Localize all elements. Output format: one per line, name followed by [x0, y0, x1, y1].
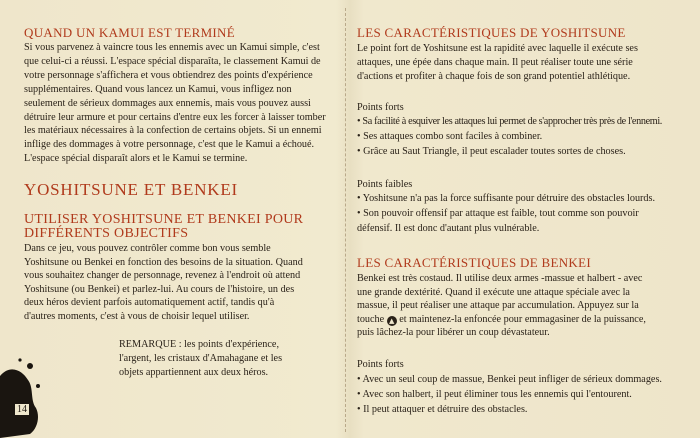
ink-splatter-decoration: [0, 356, 42, 438]
text-line: L'espace spécial disparaît alors et le Kamui se termine.: [24, 153, 248, 165]
text-line: massue, il peut réaliser une attaque par accumulation. Appuyez sur la: [357, 300, 639, 311]
text-line: une grande dextérité. Quand il exécute une attaque spéciale avec la: [357, 286, 630, 298]
text-line: attaques, une épée dans chaque main. Il peut réaliser toute une série: [357, 56, 633, 68]
text-line: Benkei est très costaud. Il utilise deux armes -massue et halbert - avec: [357, 273, 643, 284]
list-item: • Yoshitsune n'a pas la force suffisante pour détruire des obstacles lourds.: [357, 193, 656, 204]
yoshitsune-weaknesses-list: [357, 192, 692, 237]
touche-prefix: touche: [357, 313, 385, 325]
text-line: d'autres moments, c'est à vous de choisir lequel utiliser.: [24, 310, 250, 322]
list-item: • Avec son halbert, il peut éliminer tous les ennemis qui l'entourent.: [357, 388, 632, 400]
objectifs-paragraph: [24, 242, 340, 324]
text-line: détruire leur armure et pour certains d'entre eux les forcer à laisser tomber: [24, 111, 326, 123]
list-item: • Sa facilité à esquiver les attaques lui permet de s'approcher très près de l'ennemi.: [357, 116, 662, 127]
section-title-benkei: LES CARACTÉRISTIQUES DE BENKEI: [357, 255, 591, 270]
section-title-objectifs-1: UTILISER YOSHITSUNE ET BENKEI POUR: [24, 212, 304, 227]
section-title-objectifs-2: DIFFÉRENTS OBJECTIFS: [24, 226, 189, 241]
list-item: défensif. Il est donc d'autant plus vulnérable.: [357, 222, 540, 234]
text-line: seulement de sérieux dommages aux ennemis, mais vous pouvez aussi: [24, 97, 311, 109]
points-forts-label: Points forts: [357, 102, 404, 113]
section-title-kamui: QUAND UN KAMUI EST TERMINÉ: [24, 25, 235, 40]
text-line: supplémentaires. Quand vous lancez un Kamui, vous infligez non: [24, 83, 292, 95]
text-line: objets appartiennent aux deux héros.: [119, 366, 269, 378]
list-item: • Avec un seul coup de massue, Benkei peut infliger de sérieux dommages.: [357, 374, 662, 385]
touche-line: [357, 313, 692, 327]
text-line: d'actions et profiter à chaque fois de son grand potentiel athlétique.: [357, 70, 631, 82]
text-line: Yoshitsune (ou Benkei) et parlez-lui. Au cours de l'histoire, un des: [24, 283, 295, 295]
text-line: Yoshitsune ou Benkei en fonction des besoins de la situation. Quand: [24, 256, 303, 268]
yoshitsune-paragraph: [357, 42, 689, 84]
text-line: l'argent, les cristaux d'Amahagane et les: [119, 352, 283, 364]
yoshitsune-strengths-list: [357, 115, 692, 160]
points-forts-label-benkei: Points forts: [357, 359, 404, 370]
benkei-paragraph: [357, 272, 692, 340]
benkei-strengths-list: [357, 373, 692, 418]
text-line: inflige des dommages à votre personnage, c'est que le Kamui a échoué.: [24, 139, 315, 151]
text-line: votre personnage s'affichera et vous obtiendrez des points d'expérience: [24, 69, 313, 81]
text-line: Dans ce jeu, vous pouvez contrôler comme bon vous semble: [24, 243, 271, 254]
page-number: 14: [17, 404, 27, 415]
points-faibles-label: Points faibles: [357, 179, 413, 190]
text-line: REMARQUE : les points d'expérience,: [119, 339, 279, 350]
touche-suffix: et maintenez-la enfoncée pour emmagasiner de la puissance,: [399, 313, 646, 325]
text-line: Le point fort de Yoshitsune est la rapidité avec laquelle il exécute ses: [357, 43, 638, 54]
list-item: • Grâce au Saut Triangle, il peut escalader toutes sortes de choses.: [357, 145, 626, 157]
text-line: les matériaux nécessaires à la confection de certains objets. Si un ennemi: [24, 125, 322, 137]
text-line: vous souhaitez changer de personnage, revenez à l'endroit où attend: [24, 270, 301, 282]
text-line: Si vous parvenez à vaincre tous les ennemis avec un Kamui simple, c'est: [24, 42, 320, 53]
text-line: puis lâchez-la pour libérer un coup dévastateur.: [357, 327, 550, 338]
remark-box: [119, 338, 319, 380]
triangle-button-icon: ▲: [387, 316, 397, 326]
list-item: • Son pouvoir offensif par attaque est faible, tout comme son pouvoir: [357, 207, 639, 219]
section-title-yoshitsune: LES CARACTÉRISTIQUES DE YOSHITSUNE: [357, 25, 626, 40]
list-item: • Il peut attaquer et détruire des obstacles.: [357, 403, 528, 415]
kamui-paragraph: [24, 41, 340, 166]
text-line: que celui-ci a réussi. L'espace spécial disparaîta, le classement Kamui de: [24, 55, 321, 67]
column-divider: [345, 8, 346, 432]
text-line: deux héros devient parfois automatiquement actif, tandis qu'à: [24, 297, 275, 309]
list-item: • Ses attaques combo sont faciles à combiner.: [357, 130, 543, 142]
chapter-title: YOSHITSUNE ET BENKEI: [24, 180, 239, 199]
